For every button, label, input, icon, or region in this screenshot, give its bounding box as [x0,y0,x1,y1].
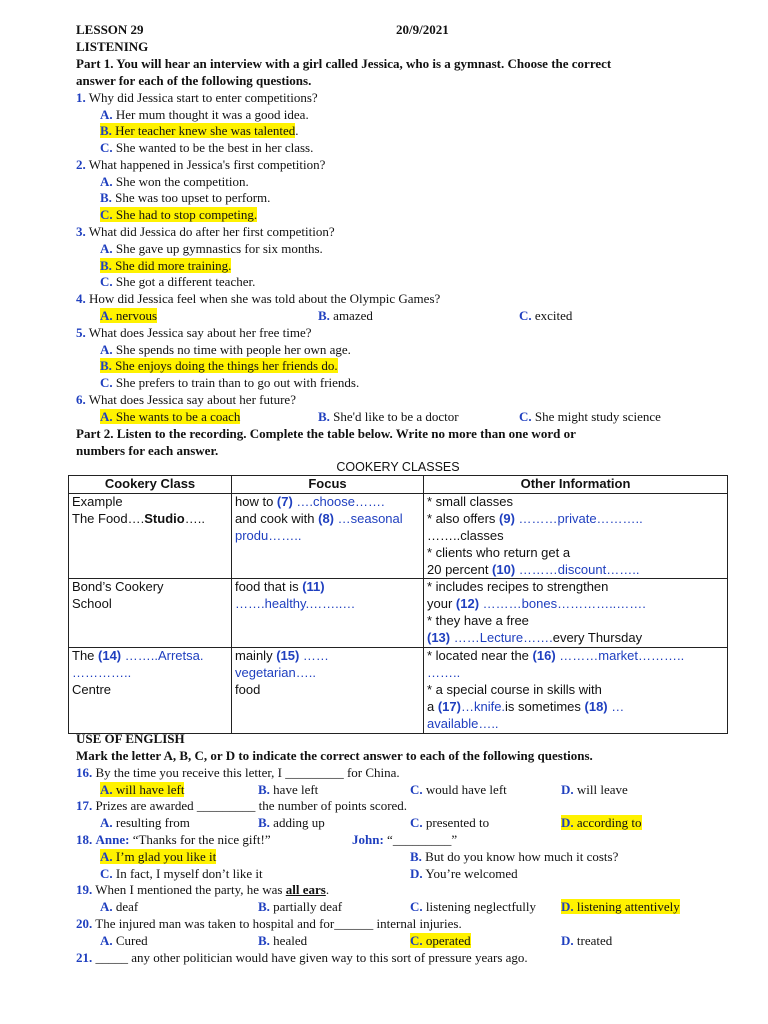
cell-focus: food that is (11) …….healthy.……..… [232,579,424,648]
q19-option-d[interactable]: D. listening attentively [561,899,680,914]
cell-focus: how to (7) ….choose……. and cook with (8) …seasonal produ…….. [232,493,424,579]
section-listening: LISTENING [76,39,149,54]
table-row [69,648,728,734]
q16-option-b[interactable]: B. have left [258,782,319,797]
q17-option-b[interactable]: B. adding up [258,815,325,830]
q6-option-a[interactable]: A. She wants to be a coach [100,409,241,424]
q20-option-a[interactable]: A. Cured [100,933,148,948]
header-other-info: Other Information [424,476,728,494]
q4-option-c[interactable]: C. excited [519,308,573,323]
english-instruction: Mark the letter A, B, C, or D to indicate the correct answer to each of the following questions. [76,748,593,763]
question-16: 16. By the time you receive this letter, I _________ for China. [76,765,400,780]
question-17: 17. Prizes are awarded _________ the number of points scored. [76,798,408,813]
q17-option-d[interactable]: D. according to [561,815,642,830]
q18-option-b[interactable]: B. But do you know how much it costs? [410,849,619,864]
q4-option-a[interactable]: A. nervous [100,308,158,323]
q4-option-b[interactable]: B. amazed [318,308,373,323]
q5-option-c[interactable]: C. She prefers to train than to go out with friends. [100,375,360,390]
cell-class: Example The Food….Studio….. [69,493,232,579]
part2-instruction-line2: numbers for each answer. [76,443,219,458]
cell-class: The (14) ……..Arretsa. ………….. Centre [69,648,232,734]
q5-option-a[interactable]: A. She spends no time with people her own age. [100,342,351,357]
q6-option-c[interactable]: C. She might study science [519,409,661,424]
table-header-row [69,476,728,494]
part1-instruction-line2: answer for each of the following questions. [76,73,312,88]
q20-option-d[interactable]: D. treated [561,933,613,948]
lesson-date: 20/9/2021 [396,22,449,37]
cell-info: * includes recipes to strengthen your (12) ………bones…………..……. * they have a free (13) ……Lecture…….every Thursday [424,579,728,648]
q20-option-c[interactable]: C. operated [410,933,471,948]
table-title: COOKERY CLASSES [336,460,460,474]
q3-option-c[interactable]: C. She got a different teacher. [100,274,256,289]
header-cookery-class: Cookery Class [69,476,232,494]
cookery-classes-table [68,475,728,734]
q1-option-b[interactable]: B. Her teacher knew she was talented. [100,123,299,138]
q6-option-b[interactable]: B. She'd like to be a doctor [318,409,459,424]
question-5: 5. What does Jessica say about her free time? [76,325,312,340]
question-1: 1. Why did Jessica start to enter competitions? [76,90,318,105]
q2-option-c[interactable]: C. She had to stop competing. [100,207,258,222]
cell-class: Bond’s Cookery School [69,579,232,648]
q5-option-b[interactable]: B. She enjoys doing the things her friends do. [100,358,338,373]
q18-option-c[interactable]: C. In fact, I myself don’t like it [100,866,263,881]
question-6: 6. What does Jessica say about her future? [76,392,296,407]
question-20: 20. The injured man was taken to hospital and for______ internal injuries. [76,916,462,931]
q17-option-c[interactable]: C. presented to [410,815,490,830]
q19-option-b[interactable]: B. partially deaf [258,899,343,914]
lesson-title: LESSON 29 [76,22,144,37]
q2-option-a[interactable]: A. She won the competition. [100,174,249,189]
question-18: 18. Anne: “Thanks for the nice gift!” [76,832,271,847]
q18-option-d[interactable]: D. You’re welcomed [410,866,518,881]
q1-option-a[interactable]: A. Her mum thought it was a good idea. [100,107,309,122]
q16-option-c[interactable]: C. would have left [410,782,507,797]
cell-info: * small classes * also offers (9) ………private……….. ……..classes * clients who return get a 20 percent (10) ………discount…….. [424,493,728,579]
q19-option-a[interactable]: A. deaf [100,899,139,914]
q1-option-c[interactable]: C. She wanted to be the best in her class. [100,140,314,155]
q16-option-a[interactable]: A. will have left [100,782,185,797]
question-19: 19. When I mentioned the party, he was all ears. [76,882,330,897]
cell-focus: mainly (15) …… vegetarian….. food [232,648,424,734]
q16-option-d[interactable]: D. will leave [561,782,628,797]
q18-option-a[interactable]: A. I’m glad you like it [100,849,217,864]
q3-option-b[interactable]: B. She did more training. [100,258,232,273]
header-focus: Focus [232,476,424,494]
q17-option-a[interactable]: A. resulting from [100,815,190,830]
table-row [69,493,728,579]
q3-option-a[interactable]: A. She gave up gymnastics for six months. [100,241,323,256]
table-row [69,579,728,648]
q20-option-b[interactable]: B. healed [258,933,308,948]
cell-info: * located near the (16) ………market……….. …….. * a special course in skills with a (17)…knife.is sometimes (18) … available….. [424,648,728,734]
question-2: 2. What happened in Jessica's first competition? [76,157,326,172]
part2-instruction-line1: Part 2. Listen to the recording. Complete the table below. Write no more than one word or [76,426,576,441]
q2-option-b[interactable]: B. She was too upset to perform. [100,190,271,205]
question-4: 4. How did Jessica feel when she was told about the Olympic Games? [76,291,441,306]
question-18-john: John: “_________” [352,832,458,847]
question-3: 3. What did Jessica do after her first competition? [76,224,335,239]
question-21: 21. _____ any other politician would have given way to this sort of pressure years ago. [76,950,528,965]
section-use-of-english: USE OF ENGLISH [76,731,185,746]
q19-option-c[interactable]: C. listening neglectfully [410,899,537,914]
part1-instruction-line1: Part 1. You will hear an interview with a girl called Jessica, who is a gymnast. Choose the correct [76,56,612,71]
